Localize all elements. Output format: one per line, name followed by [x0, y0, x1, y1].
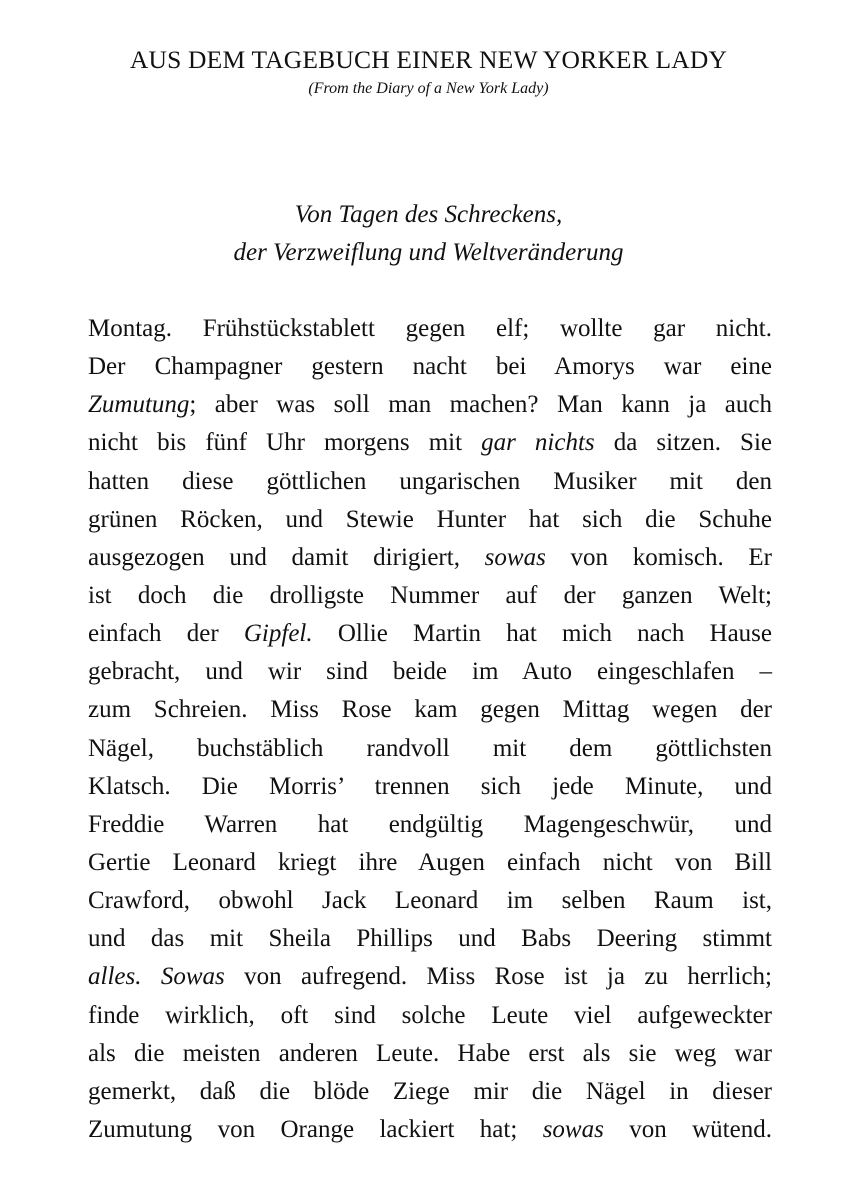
text-line — [88, 310, 772, 348]
text-line — [88, 920, 772, 958]
text-line — [88, 958, 772, 996]
text-line — [88, 1073, 772, 1111]
text-line — [88, 806, 772, 844]
section-heading-line: der Verzweiflung und Weltveränderung — [233, 239, 624, 266]
text-line — [88, 539, 772, 577]
emphasis-text: sowas — [484, 543, 546, 571]
text-line — [88, 882, 772, 920]
text-line — [88, 577, 772, 615]
text-line — [88, 386, 772, 424]
text-segment: gemerkt, daß die blöde Ziege mir die Nägel in dieser — [88, 1077, 772, 1105]
emphasis-text: Zumutung — [88, 391, 190, 419]
text-segment: da sitzen. Sie — [594, 429, 772, 457]
emphasis-text: sowas — [542, 1115, 604, 1143]
emphasis-text: alles. Sowas — [88, 963, 225, 991]
text-line — [88, 1111, 772, 1149]
text-line — [88, 844, 772, 882]
text-line — [88, 691, 772, 729]
text-segment: ist doch die drolligste Nummer auf der ganzen Welt; — [88, 581, 772, 609]
text-segment: als die meisten anderen Leute. Habe erst als sie weg war — [88, 1039, 772, 1067]
text-segment: zum Schreien. Miss Rose kam gegen Mittag wegen der — [88, 696, 772, 724]
text-segment: Ollie Martin hat mich nach Hause — [312, 620, 773, 648]
text-segment: einfach der — [88, 620, 244, 648]
page-subtitle: (From the Diary of a New York Lady) — [308, 80, 549, 97]
emphasis-text: gar nichts — [481, 429, 595, 457]
text-segment: Klatsch. Die Morris’ trennen sich jede Minute, und — [88, 772, 772, 800]
text-segment: Nägel, buchstäblich randvoll mit dem göttlichsten — [88, 734, 772, 762]
text-segment: Montag. Frühstückstablett gegen elf; wollte gar nicht. — [88, 315, 772, 342]
text-line — [88, 1035, 772, 1073]
text-segment: Der Champagner gestern nacht bei Amorys war eine — [88, 353, 772, 381]
text-segment: von wütend. — [603, 1115, 772, 1143]
text-segment: finde wirklich, oft sind solche Leute viel aufgeweckter — [88, 1001, 772, 1029]
text-line — [88, 501, 772, 539]
page-title: AUS DEM TAGEBUCH EINER NEW YORKER LADY — [129, 45, 728, 74]
text-segment: hatten diese göttlichen ungarischen Musiker mit den — [88, 467, 772, 495]
section-heading — [0, 196, 857, 272]
text-line — [88, 653, 772, 691]
text-segment: von komisch. Er — [545, 543, 772, 571]
text-segment: Gertie Leonard kriegt ihre Augen einfach nicht von Bill — [88, 848, 772, 876]
text-line — [88, 424, 772, 462]
text-segment: grünen Röcken, und Stewie Hunter hat sich die Schuhe — [88, 505, 772, 533]
text-segment: Crawford, obwohl Jack Leonard im selben Raum ist, — [88, 887, 772, 915]
text-segment: gebracht, und wir sind beide im Auto eingeschlafen – — [88, 658, 772, 686]
text-line — [88, 730, 772, 768]
text-segment: und das mit Sheila Phillips und Babs Deering stimmt — [88, 925, 772, 953]
text-segment: nicht bis fünf Uhr morgens mit — [88, 429, 482, 457]
text-line — [88, 997, 772, 1035]
text-line — [88, 348, 772, 386]
text-segment: Zumutung von Orange lackiert hat; — [88, 1115, 543, 1143]
text-segment: ; aber was soll man machen? Man kann ja auch — [189, 391, 772, 419]
body-paragraph — [88, 310, 772, 1149]
text-line — [88, 615, 772, 653]
text-segment: von aufregend. Miss Rose ist ja zu herrlich; — [224, 963, 772, 991]
section-heading-line: Von Tagen des Schreckens, — [294, 201, 563, 228]
text-segment: ausgezogen und damit dirigiert, — [88, 543, 485, 571]
emphasis-text: Gipfel. — [243, 620, 313, 648]
text-segment: Freddie Warren hat endgültig Magengeschwür, und — [88, 810, 772, 838]
text-line — [88, 768, 772, 806]
text-line — [88, 463, 772, 501]
